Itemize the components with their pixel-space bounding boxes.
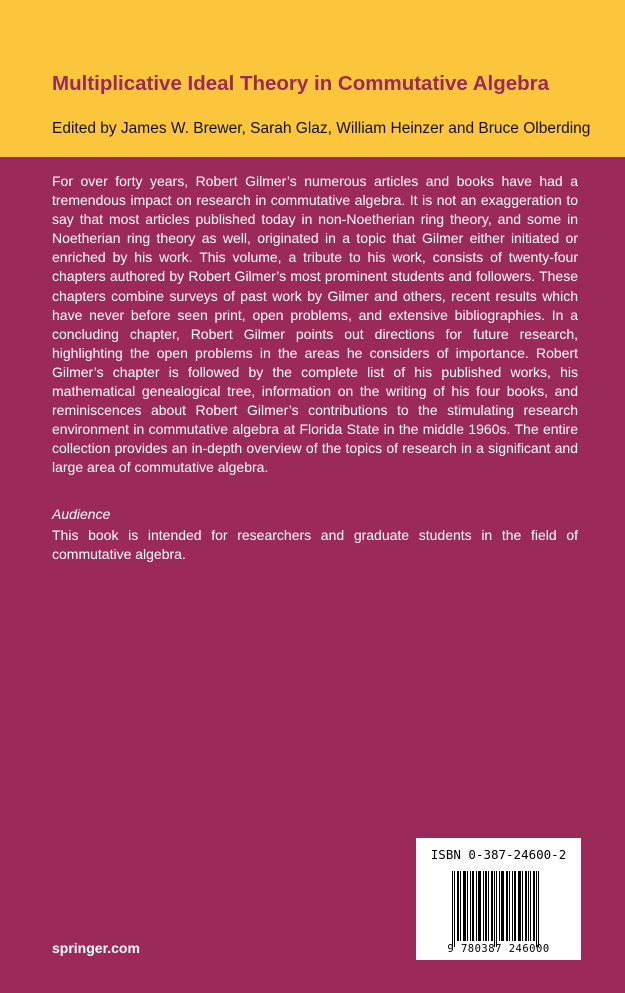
book-description: For over forty years, Robert Gilmer’s numerous articles and books have had a tremendous impact on research in commutative algebra. It is not an exaggeration to say that most articles published today in non-Noetherian ring theory, and some in Noetherian ring theory as well, originated in a topic that Gilmer either initiated or enriched by his work. This volume, a tribute to his work, consists of twenty-four chapters authored by Robert Gilmer’s most prominent students and followers. These chapters combine surveys of past work by Gilmer and others, recent results which have never before seen print, open problems, and extensive bibliographies. In a concluding chapter, Robert Gilmer points out directions for future research, highlighting the open problems in the areas he considers of importance. Robert Gilmer’s chapter is followed by the complete list of his published works, his mathematical genealogical tree, information on the writing of his four books, and reminiscences about Robert Gilmer’s contributions to the stimulating research environment in commutative algebra at Florida State in the middle 1960s. The entire collection provides an in-depth overview of the topics of research in a significant and large area of commutative algebra.: [52, 173, 578, 476]
book-editors: Edited by James W. Brewer, Sarah Glaz, William Heinzer and Bruce Olberding: [52, 120, 591, 137]
ean-digits: 9 780387 246000: [447, 943, 550, 955]
audience-text: This book is intended for researchers and graduate students in the field of commutative algebra.: [52, 527, 578, 563]
isbn-number: ISBN 0-387-24600-2: [430, 847, 567, 862]
isbn-barcode: [416, 838, 581, 960]
book-title: Multiplicative Ideal Theory in Commutative Algebra: [52, 72, 550, 95]
barcode-bars-icon: [452, 871, 540, 947]
publisher-url: springer.com: [52, 940, 140, 956]
audience-heading: Audience: [52, 506, 111, 522]
cover-header-band: [0, 0, 625, 157]
